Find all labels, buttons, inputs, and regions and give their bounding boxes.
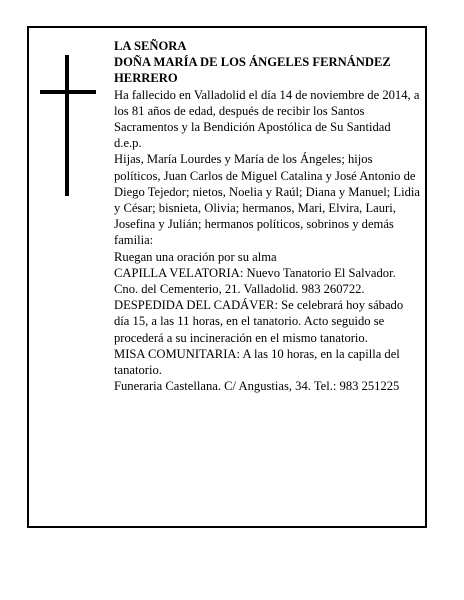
funeral-home-info: Funeraria Castellana. C/ Angustias, 34. Tel.: 983 251225 xyxy=(114,379,400,394)
obituary-text xyxy=(114,38,420,394)
notice-title: LA SEÑORA xyxy=(114,39,187,53)
rip-text: d.e.p. xyxy=(114,136,142,151)
cross-vertical-bar xyxy=(65,55,69,196)
farewell-info: DESPEDIDA DEL CADÁVER: Se celebrará hoy sábado día 15, a las 11 horas, en el tanatorio. Acto seguido se procederá a su incineración en el mismo tanatorio. xyxy=(114,298,404,345)
mass-info: MISA COMUNITARIA: A las 10 horas, en la capilla del tanatorio. xyxy=(114,346,400,378)
chapel-info: CAPILLA VELATORIA: Nuevo Tanatorio El Salvador. Cno. del Cementerio, 21. Valladolid. 983 260722. xyxy=(114,265,396,297)
prayer-request: Ruegan una oración por su alma xyxy=(114,249,277,264)
family-list: Hijas, María Lourdes y María de los Ángeles; hijos políticos, Juan Carlos de Miguel Catalina y José Antonio de Diego Tejedor; nietos, Noelia y Raúl; Diana y Manuel; Lidia y César; bisnieta, Olivia; hermanos, Mari, Elvira, Lauri, Josefina y Julián; hermanos políticos, sobrinos y demás familia: xyxy=(114,152,420,248)
cross-horizontal-bar xyxy=(40,90,96,94)
death-announcement: Ha fallecido en Valladolid el día 14 de noviembre de 2014, a los 81 años de edad, después de recibir los Santos Sacramentos y la Bendición Apostólica de Su Santidad xyxy=(114,87,420,135)
deceased-name: DOÑA MARÍA DE LOS ÁNGELES FERNÁNDEZ HERRERO xyxy=(114,55,391,86)
